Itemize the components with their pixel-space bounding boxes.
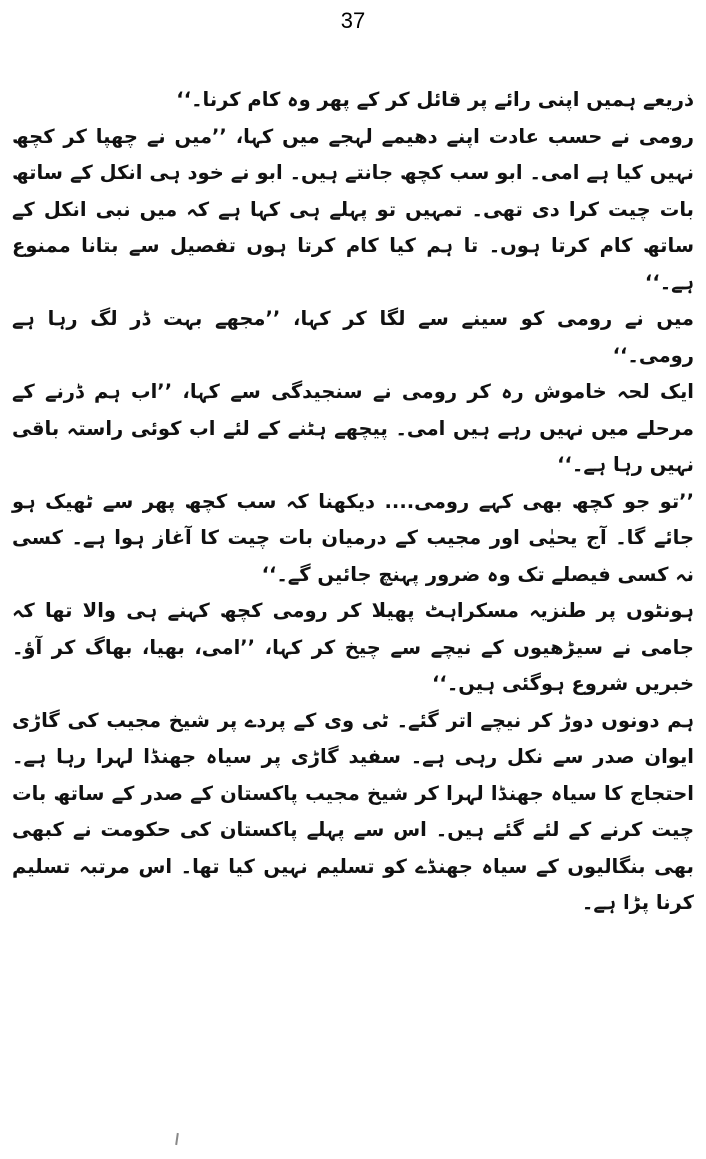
paragraph: رومی نے حسب عادت اپنے دھیمے لہجے میں کہا، ’’میں نے چھپا کر کچھ نہیں کیا ہے امی۔ ابو سب کچھ جانتے ہیں۔ ابو نے خود ہی انکل کے ساتھ بات چیت کرا دی تھی۔ تمہیں تو پہلے ہی کہا ہے کہ میں نبی انکل کے ساتھ کام کرتا ہوں۔ تا ہم کیا کام کرتا ہوں تفصیل سے بتانا ممنوع ہے۔‘‘ [12,124,694,294]
page-number: 37 [340,8,366,33]
paragraph: ’’تو جو کچھ بھی کہے رومی.... دیکھنا کہ سب کچھ پھر سے ٹھیک ہو جائے گا۔ آج یحیٰی اور مجیب کے درمیان بات چیت کا آغاز ہوا ہے۔ کسی نہ کسی فیصلے تک وہ ضرور پہنچ جائیں گے۔‘‘ [12,489,694,586]
scan-mark [175,1133,179,1145]
body-text [12,82,694,922]
paragraph: میں نے رومی کو سینے سے لگا کر کہا، ’’مجھے بہت ڈر لگ رہا ہے رومی۔‘‘ [12,307,694,367]
paragraph: ہم دونوں دوڑ کر نیچے اتر گئے۔ ٹی وی کے پردے پر شیخ مجیب کی گاڑی ایوان صدر سے نکل رہی ہے۔ سفید گاڑی پر سیاہ جھنڈا لہرا رہا ہے۔ احتجاج کا سیاہ جھنڈا لہرا کر شیخ مجیب پاکستان کے صدر کے ساتھ بات چیت کرنے کے لئے گئے ہیں۔ اس سے پہلے پاکستان کی حکومت نے کبھی بھی بنگالیوں کے سیاہ جھنڈے کو تسلیم نہیں کیا تھا۔ اس مرتبہ تسلیم کرنا پڑا ہے۔ [12,708,694,914]
paragraph: ہونٹوں پر طنزیہ مسکراہٹ پھیلا کر رومی کچھ کہنے ہی والا تھا کہ جامی نے سیڑھیوں کے نیچے سے چیخ کر کہا، ’’امی، بھیا، بھاگ کر آؤ۔ خبریں شروع ہوگئی ہیں۔‘‘ [12,599,694,695]
paragraph: ذریعے ہمیں اپنی رائے پر قائل کر کے پھر وہ کام کرنا۔‘‘ [176,88,694,111]
paragraph: ایک لحہ خاموش رہ کر رومی نے سنجیدگی سے کہا، ’’اب ہم ڈرنے کے مرحلے میں نہیں رہے ہیں امی۔ پیچھے ہٹنے کے لئے اب کوئی راستہ باقی نہیں رہا ہے۔‘‘ [12,380,694,476]
